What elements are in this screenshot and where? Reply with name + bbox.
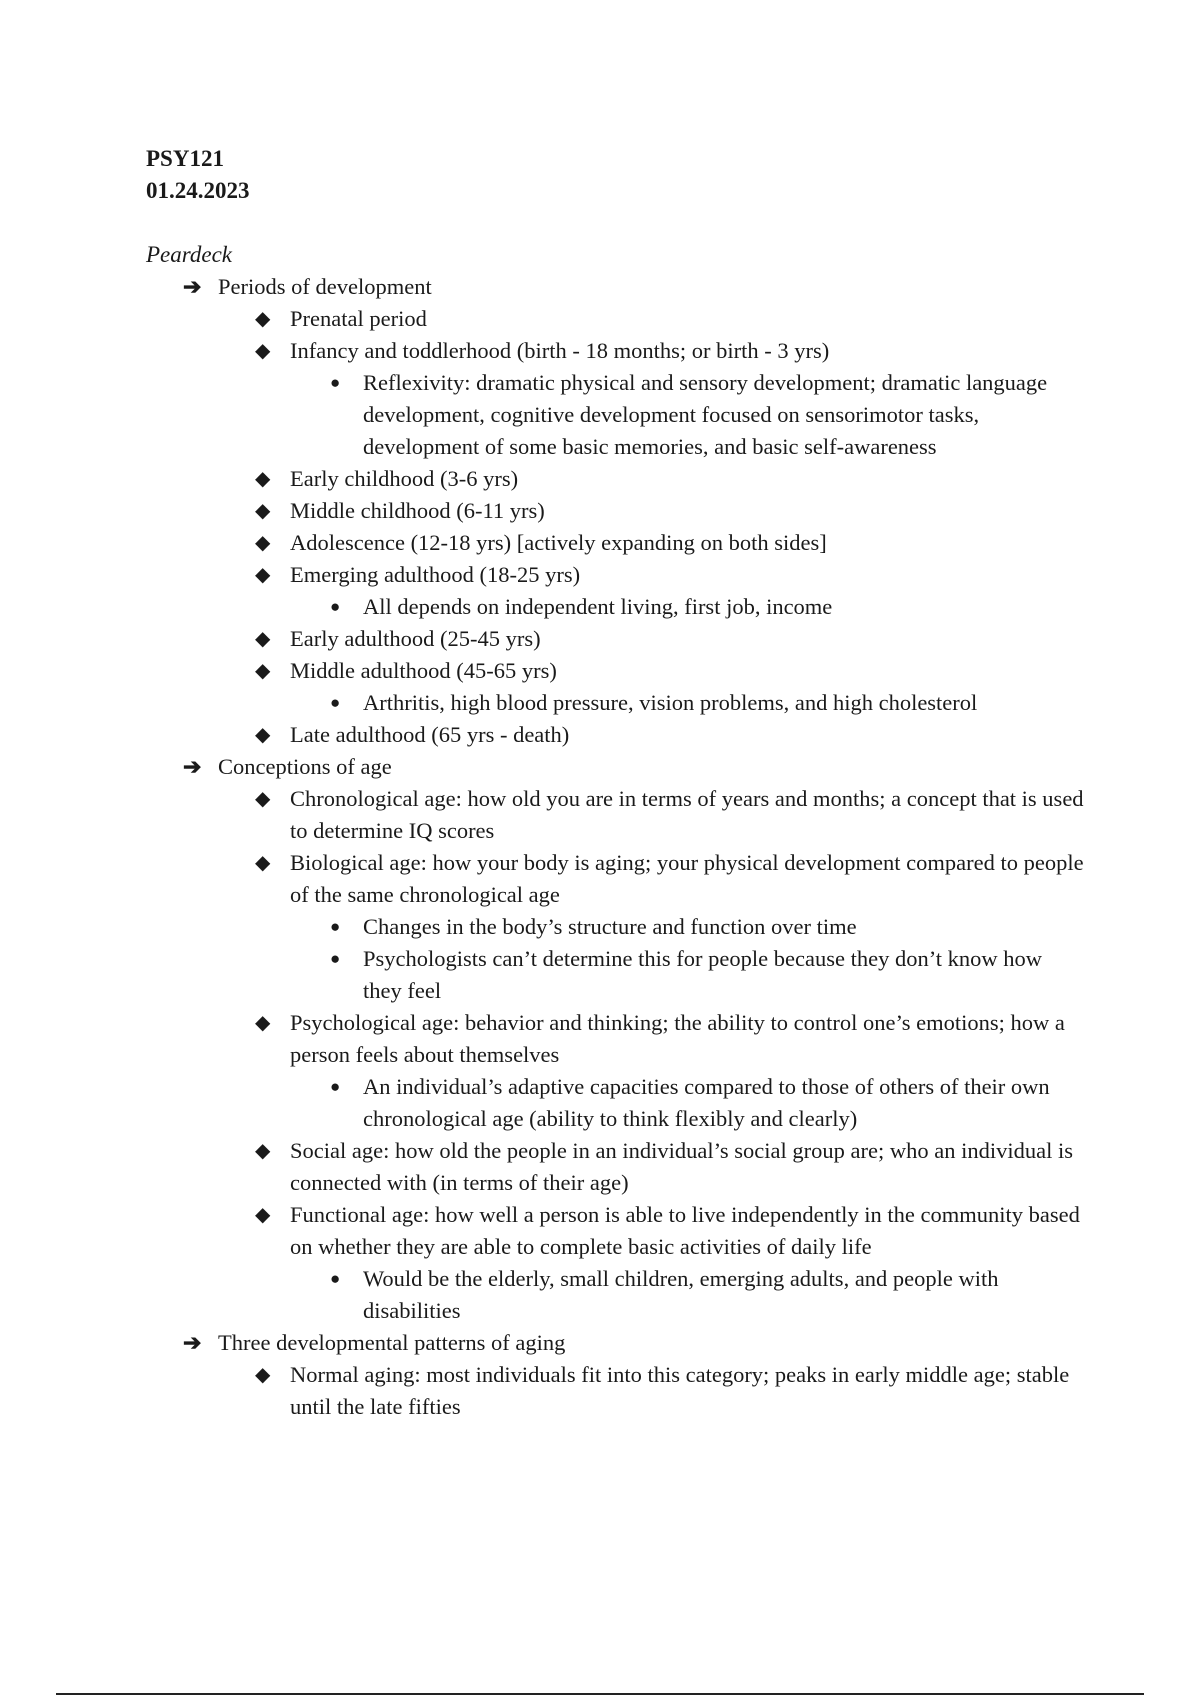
outline-item-text: Social age: how old the people in an individual’s social group are; who an individual is connected with (in terms of their age) <box>290 1138 1073 1195</box>
diamond-bullet-icon: ◆ <box>255 724 271 746</box>
outline-item-level-2 <box>0 719 1200 751</box>
outline-item-text: Reflexivity: dramatic physical and sensory development; dramatic language development, cognitive development focused on sensorimotor tasks, development of some basic memories, and basic self-awareness <box>363 370 1048 459</box>
diamond-bullet-icon: ◆ <box>255 532 271 554</box>
outline-item-text: Infancy and toddlerhood (birth - 18 months; or birth - 3 yrs) <box>290 338 830 363</box>
notes-outline <box>0 271 1200 1423</box>
outline-item-level-1 <box>0 1327 1200 1359</box>
dot-bullet-icon: ● <box>330 1077 341 1096</box>
outline-item-level-2 <box>0 623 1200 655</box>
outline-item-text: Emerging adulthood (18-25 yrs) <box>290 562 581 587</box>
outline-item-level-2 <box>0 527 1200 559</box>
diamond-bullet-icon: ◆ <box>255 468 271 490</box>
course-code: PSY121 <box>146 146 224 171</box>
diamond-bullet-icon: ◆ <box>255 1012 271 1034</box>
outline-item-level-2 <box>0 463 1200 495</box>
outline-item-text: Three developmental patterns of aging <box>218 1330 566 1355</box>
dot-bullet-icon: ● <box>330 917 341 936</box>
outline-item-level-3 <box>0 1263 1200 1327</box>
outline-item-level-2 <box>0 1135 1200 1199</box>
dot-bullet-icon: ● <box>330 949 341 968</box>
outline-item-level-1 <box>0 271 1200 303</box>
dot-bullet-icon: ● <box>330 373 341 392</box>
outline-item-level-2 <box>0 847 1200 911</box>
outline-item-text: Changes in the body’s structure and function over time <box>363 914 857 939</box>
diamond-bullet-icon: ◆ <box>255 308 271 330</box>
dot-bullet-icon: ● <box>330 597 341 616</box>
outline-item-text: An individual’s adaptive capacities compared to those of others of their own chronological age (ability to think flexibly and clearly) <box>363 1074 1050 1131</box>
diamond-bullet-icon: ◆ <box>255 852 271 874</box>
diamond-bullet-icon: ◆ <box>255 1204 271 1226</box>
outline-item-text: Would be the elderly, small children, emerging adults, and people with disabilities <box>363 1266 999 1323</box>
outline-item-level-2 <box>0 1007 1200 1071</box>
outline-item-text: Middle adulthood (45-65 yrs) <box>290 658 557 683</box>
outline-item-level-2 <box>0 1199 1200 1263</box>
outline-item-text: Normal aging: most individuals fit into this category; peaks in early middle age; stable until the late fifties <box>290 1362 1070 1419</box>
outline-item-text: Psychologists can’t determine this for people because they don’t know how they feel <box>363 946 1043 1003</box>
outline-item-text: Biological age: how your body is aging; your physical development compared to people of the same chronological age <box>290 850 1084 907</box>
arrow-bullet-icon: ➔ <box>183 754 202 779</box>
diamond-bullet-icon: ◆ <box>255 1364 271 1386</box>
diamond-bullet-icon: ◆ <box>255 628 271 650</box>
outline-item-level-3 <box>0 367 1200 463</box>
outline-item-text: Middle childhood (6-11 yrs) <box>290 498 545 523</box>
diamond-bullet-icon: ◆ <box>255 340 271 362</box>
outline-item-level-2 <box>0 783 1200 847</box>
outline-item-text: Functional age: how well a person is able to live independently in the community based on whether they are able to complete basic activities of daily life <box>290 1202 1080 1259</box>
outline-item-level-3 <box>0 911 1200 943</box>
outline-item-text: Arthritis, high blood pressure, vision problems, and high cholesterol <box>363 690 978 715</box>
outline-item-level-2 <box>0 559 1200 591</box>
outline-item-text: Conceptions of age <box>218 754 392 779</box>
dot-bullet-icon: ● <box>330 1269 341 1288</box>
outline-item-level-2 <box>0 303 1200 335</box>
diamond-bullet-icon: ◆ <box>255 564 271 586</box>
outline-item-level-2 <box>0 1359 1200 1423</box>
arrow-bullet-icon: ➔ <box>183 1330 202 1355</box>
outline-item-level-3 <box>0 591 1200 623</box>
outline-item-text: Prenatal period <box>290 306 427 331</box>
page-bottom-rule <box>56 1693 1144 1695</box>
outline-item-text: Chronological age: how old you are in terms of years and months; a concept that is used to determine IQ scores <box>290 786 1084 843</box>
outline-item-level-2 <box>0 335 1200 367</box>
diamond-bullet-icon: ◆ <box>255 500 271 522</box>
outline-item-level-2 <box>0 655 1200 687</box>
lecture-date: 01.24.2023 <box>146 178 250 203</box>
outline-item-level-3 <box>0 687 1200 719</box>
outline-item-level-3 <box>0 943 1200 1007</box>
diamond-bullet-icon: ◆ <box>255 1140 271 1162</box>
outline-item-text: Psychological age: behavior and thinking; the ability to control one’s emotions; how a person feels about themselves <box>290 1010 1065 1067</box>
arrow-bullet-icon: ➔ <box>183 274 202 299</box>
outline-item-text: Adolescence (12-18 yrs) [actively expanding on both sides] <box>290 530 827 555</box>
outline-item-text: All depends on independent living, first job, income <box>363 594 833 619</box>
outline-item-text: Periods of development <box>218 274 432 299</box>
outline-item-level-3 <box>0 1071 1200 1135</box>
section-subtitle: Peardeck <box>146 242 232 267</box>
diamond-bullet-icon: ◆ <box>255 660 271 682</box>
dot-bullet-icon: ● <box>330 693 341 712</box>
outline-item-level-2 <box>0 495 1200 527</box>
diamond-bullet-icon: ◆ <box>255 788 271 810</box>
outline-item-text: Late adulthood (65 yrs - death) <box>290 722 570 747</box>
outline-item-level-1 <box>0 751 1200 783</box>
document-header <box>146 143 250 207</box>
outline-item-text: Early childhood (3-6 yrs) <box>290 466 519 491</box>
outline-item-text: Early adulthood (25-45 yrs) <box>290 626 541 651</box>
